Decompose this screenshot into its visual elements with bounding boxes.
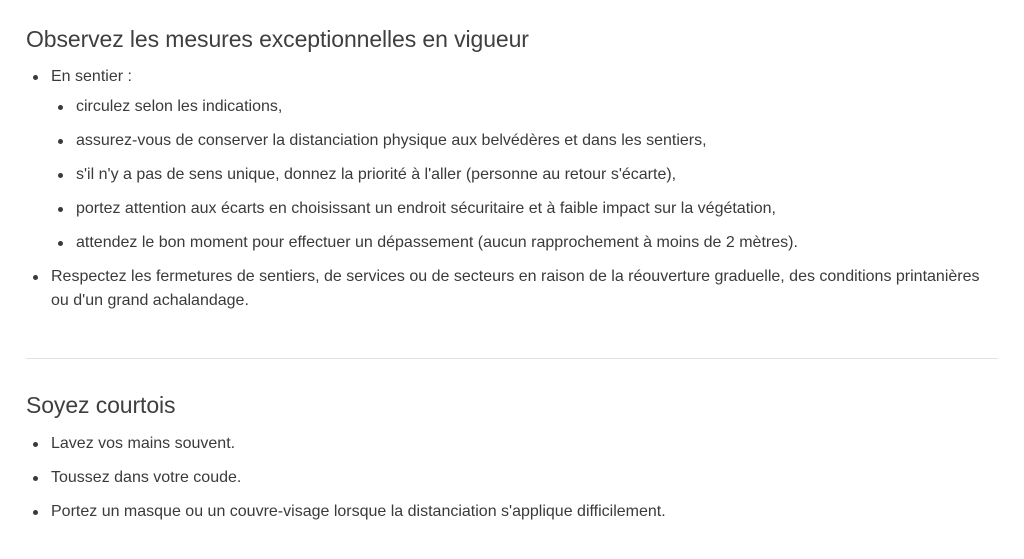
sub-list-item: portez attention aux écarts en choisissant un endroit sécuritaire et à faible impact sur la végétation, [51,197,998,221]
section-exceptional-measures [26,0,998,313]
list-item: Toussez dans votre coude. [26,466,998,490]
section-divider [26,358,998,359]
sub-list-item: assurez-vous de conserver la distanciation physique aux belvédères et dans les sentiers, [51,129,998,153]
list-item: Respectez les fermetures de sentiers, de services ou de secteurs en raison de la réouverture graduelle, des conditions printanières ou d'un grand achalandage. [26,265,998,313]
sub-list-item: circulez selon les indications, [51,95,998,119]
trail-rules-list [51,95,998,255]
measures-list [26,65,998,313]
section-title: Observez les mesures exceptionnelles en vigueur [26,26,529,52]
sub-list-item: attendez le bon moment pour effectuer un dépassement (aucun rapprochement à moins de 2 mètres). [51,231,998,255]
section-title: Soyez courtois [26,392,176,418]
list-item [26,65,998,255]
list-item-text: En sentier : [51,68,132,85]
list-item: Lavez vos mains souvent. [26,432,998,456]
sub-list-item: s'il n'y a pas de sens unique, donnez la priorité à l'aller (personne au retour s'écarte), [51,163,998,187]
section-be-courteous [26,390,998,524]
courtesy-list [26,432,998,524]
list-item: Portez un masque ou un couvre-visage lorsque la distanciation s'applique difficilement. [26,500,998,524]
